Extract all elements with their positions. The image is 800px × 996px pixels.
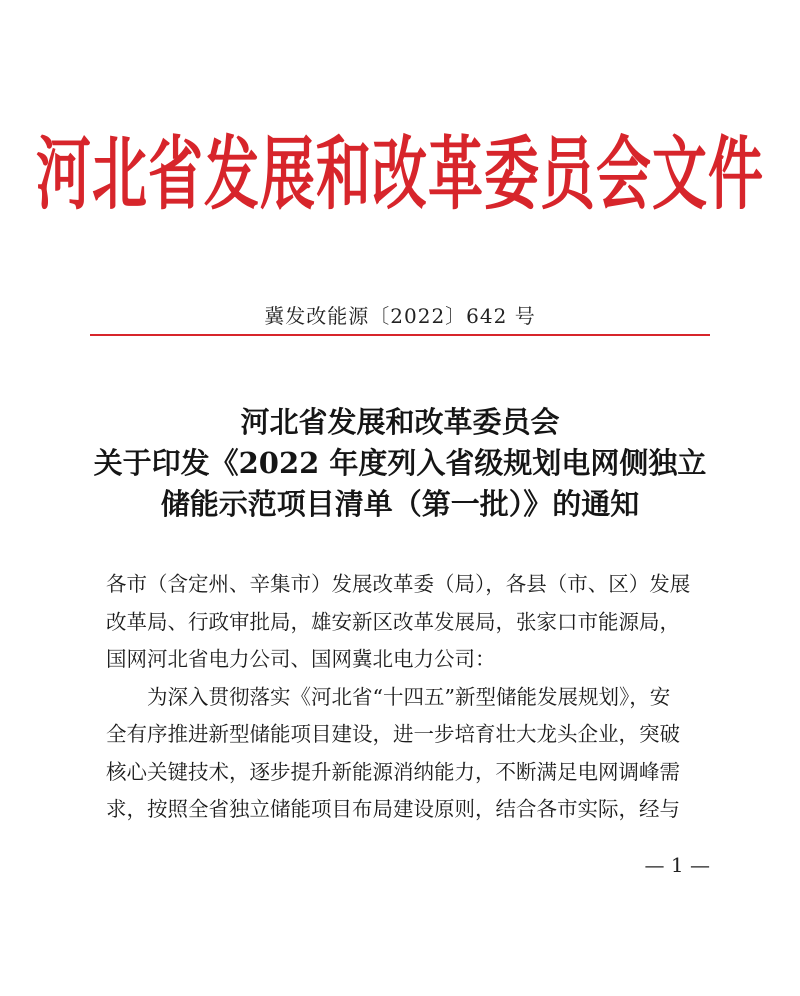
document-title [0,402,800,525]
recipients-line: 各市（含定州、辛集市）发展改革委（局），各县（市、区）发展 [106,572,691,596]
issuer-header: 河北省发展和改革委员会文件 [35,127,764,221]
body-paragraph-line: 求，按照全省独立储能项目布局建设原则，结合各市实际，经与 [106,797,680,821]
title-line: 关于印发《2022 年度列入省级规划电网侧独立 [93,446,707,480]
recipients-line: 改革局、行政审批局，雄安新区改革发展局，张家口市能源局， [106,609,680,634]
body-paragraph-line: 为深入贯彻落实《河北省“十四五”新型储能发展规划》，安 [147,684,671,709]
title-line: 储能示范项目清单（第一批）》的通知 [160,487,640,521]
document-body [106,566,706,829]
body-paragraph-line: 全有序推进新型储能项目建设，进一步培育壮大龙头企业，突破 [106,722,680,746]
red-divider-line [90,334,710,336]
page-number: — 1 — [644,853,710,877]
body-paragraph-line: 核心关键技术，逐步提升新能源消纳能力，不断满足电网调峰需 [106,759,680,784]
document-number: 冀发改能源〔2022〕642 号 [264,304,536,328]
title-line: 河北省发展和改革委员会 [240,405,560,439]
recipients-line: 国网河北省电力公司、国网冀北电力公司： [106,647,496,671]
